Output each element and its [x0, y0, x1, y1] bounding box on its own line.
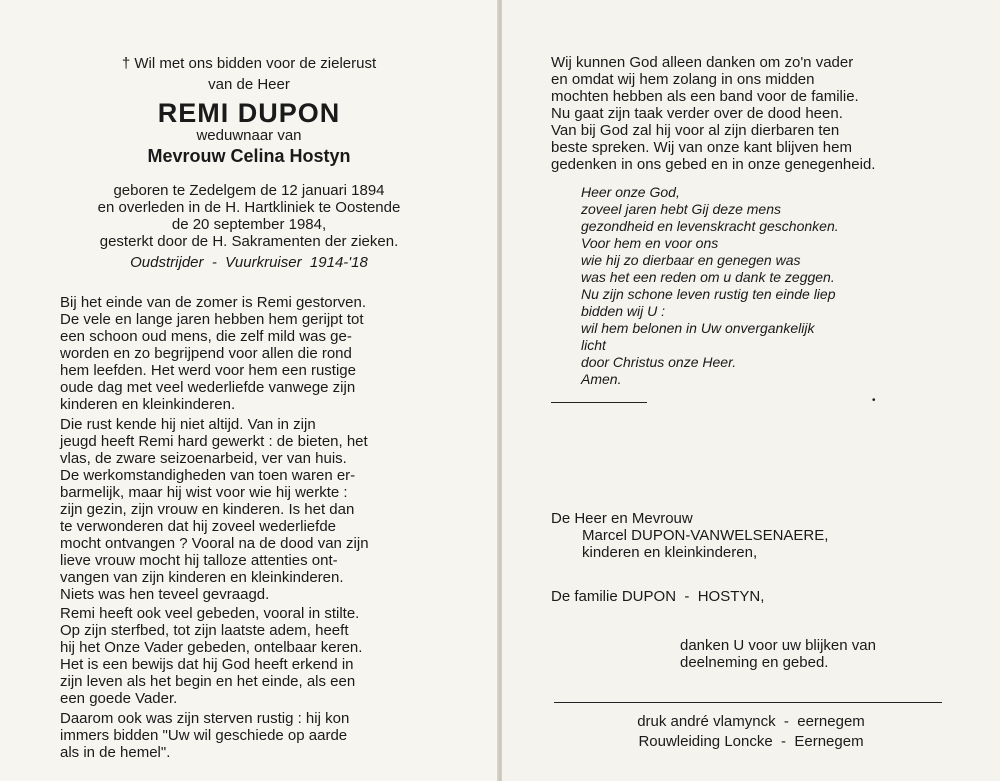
prayer-line: wil hem belonen in Uw onvergankelijk [581, 320, 815, 336]
text-line: een schoon oud mens, die zelf mild was ge- [60, 328, 352, 345]
text-line: als in de hemel". [60, 744, 171, 761]
prayer-line: licht [581, 337, 606, 353]
intro-line: † Wil met ons bidden voor de zielerust [121, 55, 377, 72]
text-line: Op zijn sterfbed, tot zijn laatste adem, heeft [60, 622, 349, 639]
text-line: Die rust kende hij niet altijd. Van in zijn [60, 416, 316, 433]
prayer-line: Amen. [581, 371, 622, 387]
text-line: gedenken in ons gebed en in onze genegenheid. [551, 156, 876, 173]
text-line: mocht ontvangen ? Vooral na de dood van zijn [60, 535, 369, 552]
text-line: vlas, de zware seizoenarbeid, ver van huis. [60, 450, 347, 467]
text-line: Remi heeft ook veel gebeden, vooral in stilte. [60, 605, 360, 622]
prayer-line: wie hij zo dierbaar en genegen was [581, 252, 801, 268]
text-line: Van bij God zal hij voor al zijn dierbaren ten [551, 122, 840, 139]
text-line: De vele en lange jaren hebben hem gerijpt tot [60, 311, 364, 328]
text-line: Daarom ook was zijn sterven rustig : hij kon [60, 710, 350, 727]
text-line: worden en zo begrijpend voor allen die rond [60, 345, 352, 362]
text-line: te verwonderen dat hij zoveel wederliefde [60, 518, 336, 535]
text-line: jeugd heeft Remi hard gewerkt : de bieten, het [60, 433, 368, 450]
speck: • [872, 395, 876, 406]
family-line: De Heer en Mevrouw [551, 510, 693, 527]
text-line: zijn gezin, zijn vrouw en kinderen. Is het dan [60, 501, 355, 518]
bio-line: de 20 september 1984, [171, 216, 327, 233]
text-line: immers bidden "Uw wil geschiede op aarde [60, 727, 348, 744]
prayer-line: door Christus onze Heer. [581, 354, 737, 370]
prayer-line: bidden wij U : [581, 303, 666, 319]
text-line: Het is een bewijs dat hij God heeft erkend in [60, 656, 354, 673]
veteran-line: Oudstrijder - Vuurkruiser 1914-'18 [130, 254, 368, 271]
funeral-director: Rouwleiding Loncke - Eernegem [638, 733, 864, 750]
prayer-line: Heer onze God, [581, 184, 680, 200]
family-line: Marcel DUPON-VANWELSENAERE, [582, 527, 829, 544]
short-divider [551, 402, 647, 403]
bio-line: geboren te Zedelgem de 12 januari 1894 [113, 182, 385, 199]
prayer-line: Nu zijn schone leven rustig ten einde liep [581, 286, 836, 302]
footer-divider [554, 702, 942, 703]
text-line: hem leefden. Het werd voor hem een rustige [60, 362, 356, 379]
thanks-line: deelneming en gebed. [680, 654, 829, 671]
family-line: kinderen en kleinkinderen, [582, 544, 758, 561]
left-page [0, 0, 498, 781]
spouse-name: Mevrouw Celina Hostyn [147, 146, 351, 166]
prayer-line: Voor hem en voor ons [581, 235, 719, 251]
prayer-line: gezondheid en levenskracht geschonken. [581, 218, 839, 234]
widower-line: weduwnaar van [196, 127, 302, 144]
text-line: kinderen en kleinkinderen. [60, 396, 236, 413]
text-line: Wij kunnen God alleen danken om zo'n vader [551, 54, 854, 71]
prayer-line: was het een reden om u dank te zeggen. [581, 269, 835, 285]
text-line: mochten hebben als een band voor de familie. [551, 88, 859, 105]
family-line: De familie DUPON - HOSTYN, [551, 588, 765, 605]
text-line: een goede Vader. [60, 690, 178, 707]
text-line: Niets was hen teveel gevraagd. [60, 586, 270, 603]
bio-line: en overleden in de H. Hartkliniek te Oostende [97, 199, 401, 216]
right-page [502, 0, 1000, 781]
text-line: oude dag met veel wederliefde vanwege zijn [60, 379, 356, 396]
text-line: Bij het einde van de zomer is Remi gestorven. [60, 294, 366, 311]
text-line: en omdat wij hem zolang in ons midden [551, 71, 815, 88]
deceased-name: REMI DUPON [157, 98, 341, 128]
text-line: lieve vrouw mocht hij talloze attenties ont- [60, 552, 338, 569]
text-line: barmelijk, maar hij wist voor wie hij werkte : [60, 484, 348, 501]
thanks-line: danken U voor uw blijken van [680, 637, 876, 654]
text-line: hij het Onze Vader gebeden, ontelbaar keren. [60, 639, 363, 656]
text-line: De werkomstandigheden van toen waren er- [60, 467, 356, 484]
text-line: zijn leven als het begin en het einde, als een [60, 673, 356, 690]
bio-line: gesterkt door de H. Sakramenten der zieken. [99, 233, 399, 250]
text-line: Nu gaat zijn taak verder over de dood heen. [551, 105, 843, 122]
printer-credit: druk andré vlamynck - eernegem [637, 713, 865, 730]
text-line: beste spreken. Wij van onze kant blijven hem [551, 139, 852, 156]
text-line: vangen van zijn kinderen en kleinkinderen. [60, 569, 344, 586]
prayer-line: zoveel jaren hebt Gij deze mens [581, 201, 781, 217]
intro-line: van de Heer [208, 76, 290, 93]
